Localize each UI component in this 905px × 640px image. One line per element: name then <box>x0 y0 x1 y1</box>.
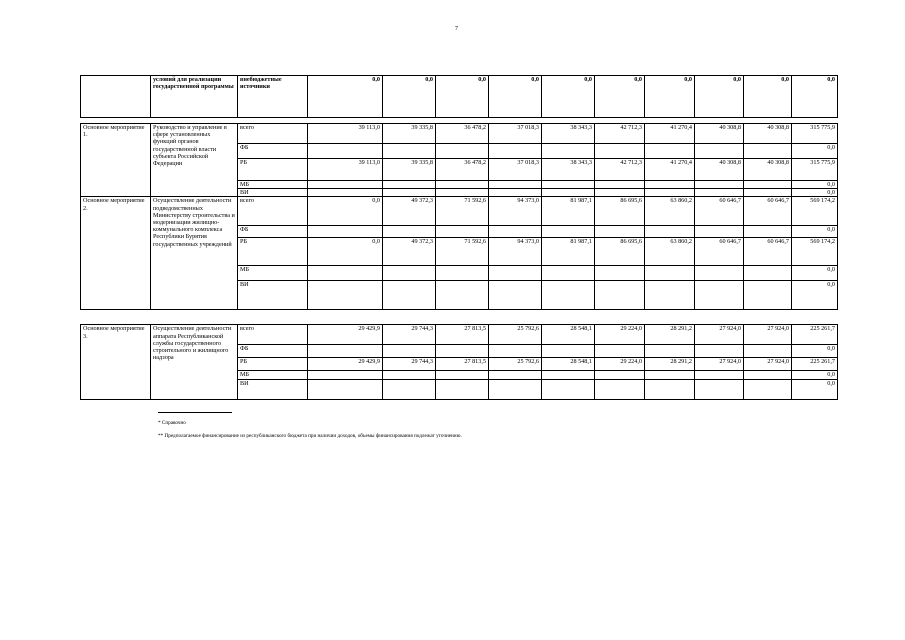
value-cell <box>383 379 436 399</box>
value-cell: 0,0 <box>489 76 542 118</box>
value-cell: 0,0 <box>792 266 838 281</box>
value-cell: 225 261,7 <box>792 325 838 345</box>
table-row <box>81 124 838 144</box>
value-cell <box>436 189 489 197</box>
value-cell: 49 372,3 <box>383 197 436 226</box>
value-cell <box>695 281 744 310</box>
value-cell <box>436 379 489 399</box>
value-cell: 39 335,8 <box>383 159 436 181</box>
value-cell: 0,0 <box>792 281 838 310</box>
spacer-cell <box>383 310 436 325</box>
source-cell: ВИ <box>238 281 308 310</box>
source-cell: всего <box>238 124 308 144</box>
source-cell: РБ <box>238 238 308 266</box>
description-cell: Руководство и управление в сфере установленных функций органов государственной власти субъекта Российской Федерации <box>151 124 238 197</box>
value-cell <box>489 281 542 310</box>
value-cell: 0,0 <box>436 76 489 118</box>
value-cell <box>308 144 383 159</box>
value-cell <box>308 189 383 197</box>
value-cell: 63 860,2 <box>645 238 695 266</box>
value-cell: 29 744,3 <box>383 358 436 371</box>
value-cell: 39 113,0 <box>308 159 383 181</box>
value-cell <box>595 266 645 281</box>
value-cell <box>383 226 436 238</box>
value-cell <box>436 144 489 159</box>
value-cell <box>542 144 595 159</box>
value-cell: 28 291,2 <box>645 358 695 371</box>
spacer-cell <box>151 310 238 325</box>
value-cell: 315 775,9 <box>792 124 838 144</box>
value-cell <box>436 281 489 310</box>
value-cell <box>744 144 792 159</box>
spacer-cell <box>308 310 383 325</box>
value-cell <box>489 144 542 159</box>
value-cell <box>744 345 792 358</box>
source-cell: всего <box>238 197 308 226</box>
value-cell <box>595 144 645 159</box>
value-cell: 0,0 <box>792 189 838 197</box>
value-cell <box>489 226 542 238</box>
value-cell: 71 592,6 <box>436 238 489 266</box>
value-cell <box>308 345 383 358</box>
source-cell: РБ <box>238 358 308 371</box>
value-cell <box>489 345 542 358</box>
spacer-cell <box>238 310 308 325</box>
value-cell: 60 646,7 <box>695 238 744 266</box>
value-cell: 37 018,3 <box>489 124 542 144</box>
value-cell <box>383 266 436 281</box>
value-cell <box>645 144 695 159</box>
value-cell <box>383 144 436 159</box>
value-cell <box>383 345 436 358</box>
value-cell <box>645 266 695 281</box>
value-cell <box>595 281 645 310</box>
value-cell: 0,0 <box>792 379 838 399</box>
value-cell <box>744 379 792 399</box>
value-cell <box>489 371 542 379</box>
value-cell <box>695 371 744 379</box>
value-cell: 29 744,3 <box>383 325 436 345</box>
value-cell <box>645 189 695 197</box>
value-cell <box>383 281 436 310</box>
value-cell <box>383 371 436 379</box>
measure-name-cell: Основное мероприятие 3. <box>81 325 151 399</box>
value-cell <box>542 371 595 379</box>
value-cell <box>645 371 695 379</box>
value-cell <box>542 266 595 281</box>
source-cell: ФБ <box>238 345 308 358</box>
value-cell: 42 712,3 <box>595 159 645 181</box>
value-cell: 25 792,6 <box>489 325 542 345</box>
value-cell: 40 308,8 <box>695 124 744 144</box>
measure-name-cell: Основное мероприятие 1. <box>81 124 151 197</box>
value-cell: 86 695,6 <box>595 197 645 226</box>
value-cell: 29 224,0 <box>595 325 645 345</box>
value-cell <box>542 345 595 358</box>
value-cell: 37 018,3 <box>489 159 542 181</box>
value-cell <box>308 379 383 399</box>
spacer-cell <box>595 310 645 325</box>
value-cell <box>695 181 744 189</box>
table-row <box>81 325 838 345</box>
value-cell: 315 775,9 <box>792 159 838 181</box>
value-cell: 0,0 <box>744 76 792 118</box>
source-cell: МБ <box>238 266 308 281</box>
value-cell: 27 813,5 <box>436 325 489 345</box>
value-cell <box>595 226 645 238</box>
value-cell: 0,0 <box>792 226 838 238</box>
page-number: 7 <box>455 26 458 32</box>
value-cell: 0,0 <box>383 76 436 118</box>
value-cell <box>489 379 542 399</box>
value-cell <box>489 266 542 281</box>
value-cell: 42 712,3 <box>595 124 645 144</box>
description-cell: Осуществление деятельности аппарата Республиканской службы государственного строительного и жилищного надзора <box>151 325 238 399</box>
source-cell: внебюджетные источники <box>238 76 308 118</box>
value-cell <box>308 266 383 281</box>
footnote-2: ** Предполагаемое финансирование из республиканского бюджета при наличии доходов, объемы финансирования подлежат уточнению. <box>158 433 462 439</box>
source-cell: РБ <box>238 159 308 181</box>
value-cell <box>308 281 383 310</box>
table-row <box>81 76 838 118</box>
source-cell: всего <box>238 325 308 345</box>
value-cell <box>695 226 744 238</box>
value-cell <box>645 181 695 189</box>
table-row <box>81 197 838 226</box>
value-cell <box>542 379 595 399</box>
spacer-cell <box>542 310 595 325</box>
measure-name-cell: Основное мероприятие 2. <box>81 197 151 310</box>
value-cell <box>595 181 645 189</box>
value-cell: 63 860,2 <box>645 197 695 226</box>
footnote-separator <box>158 412 232 413</box>
value-cell <box>436 371 489 379</box>
value-cell <box>645 345 695 358</box>
value-cell <box>542 226 595 238</box>
value-cell: 27 924,0 <box>695 325 744 345</box>
source-cell: МБ <box>238 371 308 379</box>
spacer-row <box>81 310 838 325</box>
value-cell <box>436 181 489 189</box>
value-cell <box>489 181 542 189</box>
value-cell <box>383 189 436 197</box>
value-cell: 29 429,9 <box>308 325 383 345</box>
spacer-cell <box>436 310 489 325</box>
value-cell: 41 270,4 <box>645 124 695 144</box>
value-cell: 0,0 <box>695 76 744 118</box>
value-cell <box>542 181 595 189</box>
value-cell: 41 270,4 <box>645 159 695 181</box>
value-cell <box>744 281 792 310</box>
value-cell <box>595 371 645 379</box>
value-cell: 40 308,8 <box>695 159 744 181</box>
value-cell <box>744 266 792 281</box>
spacer-cell <box>695 310 744 325</box>
value-cell <box>695 189 744 197</box>
value-cell: 27 924,0 <box>695 358 744 371</box>
source-cell: ВИ <box>238 379 308 399</box>
value-cell <box>436 266 489 281</box>
value-cell: 60 646,7 <box>744 197 792 226</box>
value-cell: 0,0 <box>308 238 383 266</box>
value-cell <box>695 379 744 399</box>
value-cell: 27 813,5 <box>436 358 489 371</box>
value-cell <box>695 345 744 358</box>
value-cell <box>595 379 645 399</box>
value-cell <box>383 181 436 189</box>
value-cell: 0,0 <box>792 76 838 118</box>
value-cell: 40 308,8 <box>744 124 792 144</box>
value-cell <box>436 345 489 358</box>
value-cell: 39 113,0 <box>308 124 383 144</box>
value-cell: 39 335,8 <box>383 124 436 144</box>
value-cell: 29 224,0 <box>595 358 645 371</box>
value-cell <box>542 189 595 197</box>
value-cell: 81 987,1 <box>542 197 595 226</box>
description-cell: условий для реализации государственной программы <box>151 76 238 118</box>
value-cell: 71 592,6 <box>436 197 489 226</box>
source-cell: ВИ <box>238 189 308 197</box>
value-cell: 27 924,0 <box>744 358 792 371</box>
value-cell <box>308 371 383 379</box>
value-cell <box>308 181 383 189</box>
value-cell: 0,0 <box>792 371 838 379</box>
description-cell: Осуществление деятельности подведомственных Министерству строительства и модернизации жилищно-коммунального комплекса Республики Бурятия государственных учреждений <box>151 197 238 310</box>
value-cell <box>436 226 489 238</box>
spacer-cell <box>81 310 151 325</box>
value-cell <box>645 226 695 238</box>
source-cell: МБ <box>238 181 308 189</box>
spacer-cell <box>645 310 695 325</box>
value-cell <box>645 379 695 399</box>
source-cell: ФБ <box>238 144 308 159</box>
value-cell: 94 373,0 <box>489 238 542 266</box>
value-cell: 0,0 <box>595 76 645 118</box>
value-cell: 40 308,8 <box>744 159 792 181</box>
value-cell: 81 987,1 <box>542 238 595 266</box>
value-cell <box>744 371 792 379</box>
value-cell <box>645 281 695 310</box>
value-cell: 36 478,2 <box>436 159 489 181</box>
value-cell: 0,0 <box>308 197 383 226</box>
value-cell: 569 174,2 <box>792 238 838 266</box>
spacer-cell <box>744 310 792 325</box>
value-cell: 0,0 <box>542 76 595 118</box>
value-cell: 27 924,0 <box>744 325 792 345</box>
value-cell: 49 372,3 <box>383 238 436 266</box>
spacer-cell <box>489 310 542 325</box>
value-cell <box>744 181 792 189</box>
value-cell <box>744 189 792 197</box>
value-cell <box>744 226 792 238</box>
value-cell <box>595 345 645 358</box>
spacer-cell <box>792 310 838 325</box>
value-cell: 0,0 <box>792 345 838 358</box>
value-cell <box>542 281 595 310</box>
value-cell <box>489 189 542 197</box>
value-cell: 0,0 <box>645 76 695 118</box>
budget-table <box>80 75 838 400</box>
value-cell: 0,0 <box>308 76 383 118</box>
value-cell: 569 174,2 <box>792 197 838 226</box>
value-cell: 86 695,6 <box>595 238 645 266</box>
measure-name-cell <box>81 76 151 118</box>
source-cell: ФБ <box>238 226 308 238</box>
value-cell: 0,0 <box>792 144 838 159</box>
value-cell <box>308 226 383 238</box>
value-cell: 38 343,3 <box>542 124 595 144</box>
value-cell: 28 548,1 <box>542 325 595 345</box>
value-cell: 25 792,6 <box>489 358 542 371</box>
value-cell: 38 343,3 <box>542 159 595 181</box>
value-cell: 60 646,7 <box>695 197 744 226</box>
value-cell: 94 373,0 <box>489 197 542 226</box>
value-cell: 28 548,1 <box>542 358 595 371</box>
value-cell: 28 291,2 <box>645 325 695 345</box>
value-cell <box>695 144 744 159</box>
value-cell: 60 646,7 <box>744 238 792 266</box>
value-cell <box>595 189 645 197</box>
value-cell: 0,0 <box>792 181 838 189</box>
value-cell: 29 429,9 <box>308 358 383 371</box>
value-cell: 225 261,7 <box>792 358 838 371</box>
value-cell <box>695 266 744 281</box>
footnote-1: * Справочно <box>158 420 186 426</box>
value-cell: 36 478,2 <box>436 124 489 144</box>
